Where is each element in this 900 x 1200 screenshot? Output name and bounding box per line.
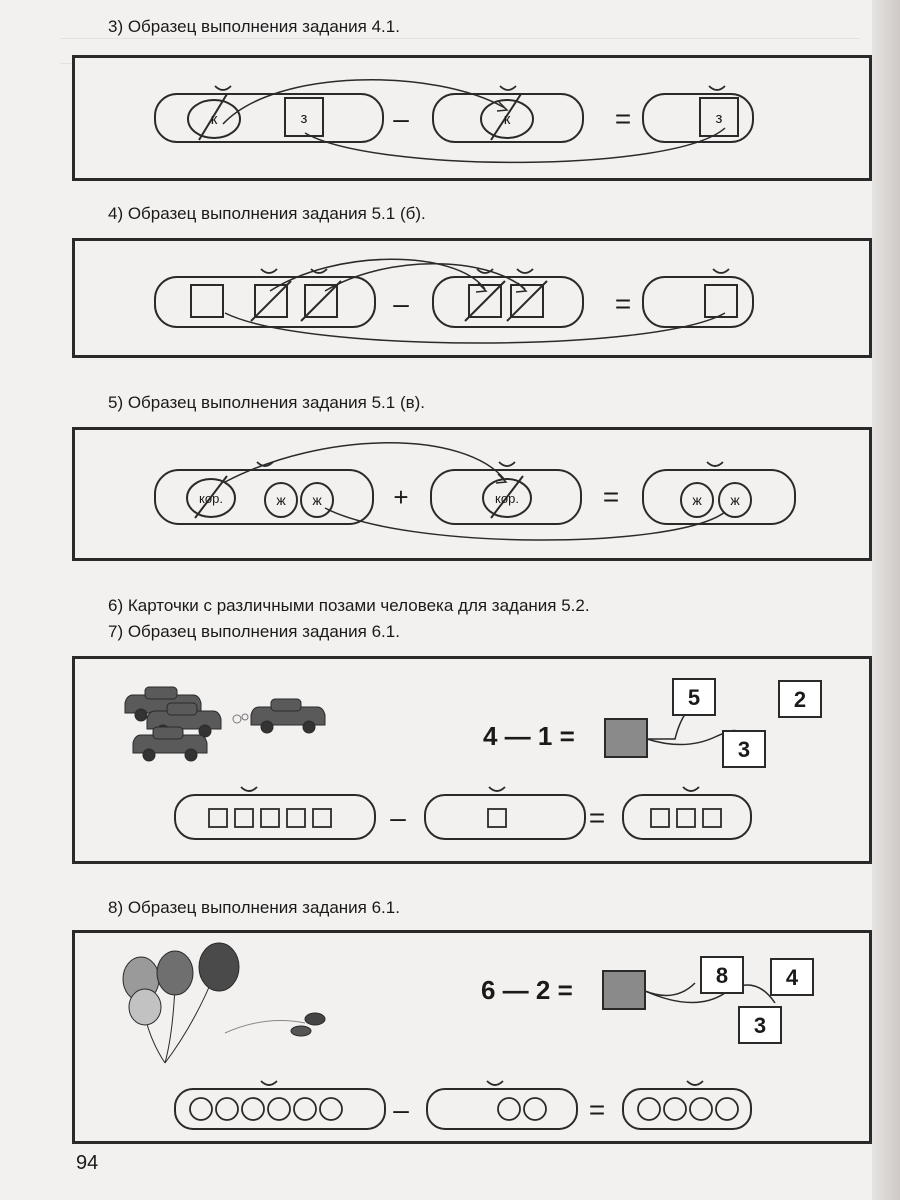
letter-z: з	[715, 110, 723, 127]
heading-sample-5-1-v: 5) Образец выполнения задания 5.1 (в).	[108, 393, 426, 412]
car-icon	[251, 699, 325, 733]
equals-sign: =	[614, 103, 632, 134]
square	[705, 285, 737, 317]
letter-zh: ж	[692, 492, 702, 508]
answer-box	[605, 719, 647, 757]
letter-zh: ж	[312, 492, 322, 508]
group-oval-right	[623, 795, 751, 839]
balloon-icon	[305, 1013, 325, 1025]
minus-sign: –	[393, 103, 409, 134]
transfer-arrow	[223, 80, 505, 124]
card-number: 2	[793, 687, 807, 712]
answer-box	[603, 971, 645, 1009]
group-oval-middle	[425, 795, 585, 839]
letter-zh: ж	[276, 492, 286, 508]
minus-sign: –	[393, 1094, 409, 1125]
letter-k: к	[210, 111, 218, 128]
link-curve	[305, 128, 725, 162]
page-number: 94	[76, 1152, 99, 1174]
balloon-icon	[157, 951, 193, 995]
equals-sign: =	[602, 481, 620, 512]
card-number: 5	[687, 685, 701, 710]
heading-pose-cards-5-2: 6) Карточки с различными позами человека для задания 5.2.	[108, 596, 590, 615]
sample-panel-5-1-v	[72, 427, 872, 561]
letter-z: з	[300, 110, 308, 127]
heading-sample-6-1-b: 8) Образец выполнения задания 6.1.	[108, 898, 400, 917]
equals-sign: =	[588, 802, 606, 833]
group-oval-left	[175, 1089, 385, 1129]
group-oval-left	[155, 94, 383, 142]
balloon-icon	[129, 989, 161, 1025]
balloon-icon	[291, 1026, 311, 1036]
plus-sign: +	[393, 482, 409, 512]
sample-panel-6-1-b	[72, 930, 872, 1144]
card-number: 8	[715, 963, 729, 988]
card-number: 3	[753, 1013, 767, 1038]
sample-panel-5-1-b	[72, 238, 872, 358]
sample-panel-4-1	[72, 55, 872, 181]
card-number: 4	[785, 965, 799, 990]
cars-illustration	[125, 687, 325, 761]
heading-sample-6-1-a: 7) Образец выполнения задания 6.1.	[108, 622, 400, 641]
group-oval-middle	[427, 1089, 577, 1129]
sample-panel-6-1-a	[72, 656, 872, 864]
equation-text: 6 — 2 =	[481, 975, 573, 1005]
balloons-illustration	[123, 943, 325, 1063]
heading-sample-4-1: 3) Образец выполнения задания 4.1.	[108, 17, 400, 36]
card-number: 3	[737, 737, 751, 762]
square	[191, 285, 223, 317]
equation-text: 4 — 1 =	[483, 721, 575, 751]
car-icon	[133, 727, 207, 761]
letter-k: к	[503, 111, 511, 128]
label-kor: кор.	[199, 491, 223, 506]
heading-sample-5-1-b: 4) Образец выполнения задания 5.1 (б).	[108, 204, 426, 223]
group-oval-right	[623, 1089, 751, 1129]
letter-zh: ж	[730, 492, 740, 508]
equals-sign: =	[614, 288, 632, 319]
minus-sign: –	[393, 288, 409, 319]
page-edge	[872, 0, 900, 1200]
equals-sign: =	[588, 1094, 606, 1125]
group-oval-right	[643, 94, 753, 142]
minus-sign: –	[390, 802, 406, 833]
group-oval-left	[175, 795, 375, 839]
balloon-icon	[199, 943, 239, 991]
label-kor: кор.	[495, 491, 519, 506]
